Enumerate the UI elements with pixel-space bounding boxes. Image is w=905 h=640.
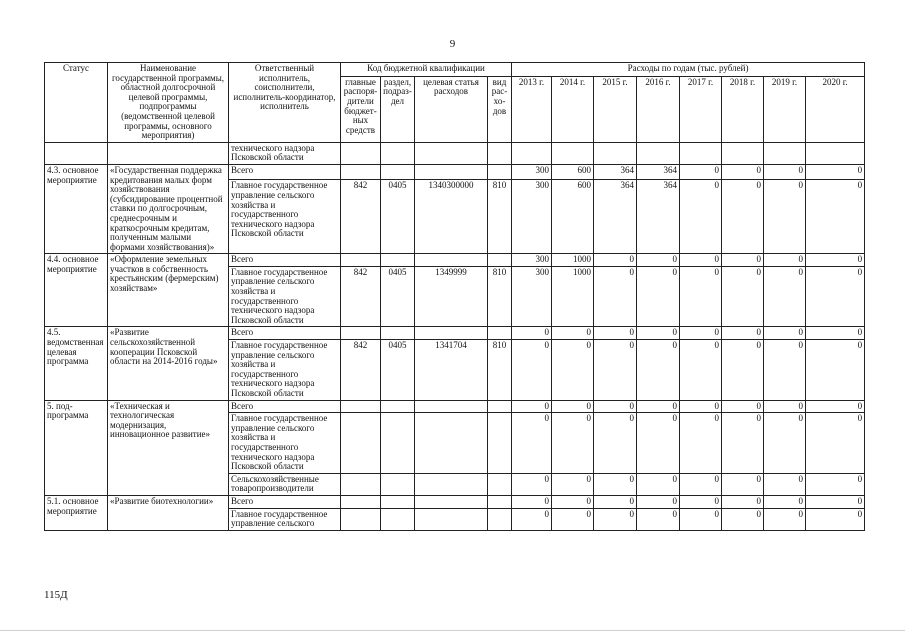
- header-expenses: Расходы по годам (тыс. рублей): [512, 63, 865, 77]
- grbs-cell: 842: [341, 266, 381, 327]
- value-cell: 0: [637, 254, 680, 267]
- program-name-cell: «Развитие сельскохозяйственной кооперации Псковской области на 2014-2016 годы»: [108, 327, 229, 400]
- value-cell: 0: [764, 254, 806, 267]
- value-cell: 0: [764, 164, 806, 179]
- header-name: Наименование государственной программы, областной долгосрочной целевой программы, подпрограммы (ведомственной целевой программы, основного мероприятия): [108, 63, 229, 143]
- value-cell: 0: [722, 327, 764, 340]
- vid-cell: [488, 473, 512, 495]
- empty-code-cell: [415, 254, 488, 267]
- executor-cell: Главное государственное управление сельского хозяйства и государственного технического надзора Псковской области: [229, 340, 341, 401]
- vid-cell: 810: [488, 180, 512, 254]
- value-cell: 0: [722, 180, 764, 254]
- total-label-cell: Всего: [229, 254, 341, 267]
- grbs-cell: 842: [341, 340, 381, 401]
- value-cell: 0: [512, 508, 552, 530]
- empty-code-cell: [415, 327, 488, 340]
- target-cell: [415, 473, 488, 495]
- value-cell: 600: [552, 180, 594, 254]
- value-cell: 0: [594, 400, 637, 413]
- value-cell: 0: [680, 340, 722, 401]
- executor-cell: Главное государственное управление сельского: [229, 508, 341, 530]
- value-cell: 0: [806, 180, 865, 254]
- header-year: 2020 г.: [806, 76, 865, 142]
- value-cell: 0: [512, 327, 552, 340]
- value-cell: 0: [552, 340, 594, 401]
- header-status: Статус: [45, 63, 108, 143]
- header-budget-code: Код бюджетной квалификации: [341, 63, 512, 77]
- value-cell: 0: [680, 495, 722, 508]
- value-cell: 0: [722, 266, 764, 327]
- total-label-cell: Всего: [229, 164, 341, 179]
- value-cell: 0: [512, 495, 552, 508]
- empty-code-cell: [488, 327, 512, 340]
- razdel-cell: [381, 413, 415, 474]
- value-cell: 0: [806, 266, 865, 327]
- value-cell: 0: [764, 400, 806, 413]
- value-cell: 0: [806, 340, 865, 401]
- value-cell: 0: [637, 495, 680, 508]
- value-cell: 0: [512, 340, 552, 401]
- value-cell: 600: [552, 164, 594, 179]
- razdel-cell: [381, 508, 415, 530]
- status-cell: 5.1. основное мероприятие: [45, 495, 108, 530]
- value-cell: 0: [764, 327, 806, 340]
- value-cell: 0: [594, 340, 637, 401]
- value-cell: 0: [806, 473, 865, 495]
- razdel-cell: 0405: [381, 266, 415, 327]
- value-cell: 0: [806, 400, 865, 413]
- value-cell: 0: [594, 266, 637, 327]
- scan-edge-line: [0, 630, 905, 631]
- value-cell: 0: [552, 495, 594, 508]
- value-cell: 364: [637, 164, 680, 179]
- target-cell: 1341704: [415, 340, 488, 401]
- grbs-cell: [341, 473, 381, 495]
- value-cell: 0: [722, 164, 764, 179]
- status-cell: 4.4. основное мероприятие: [45, 254, 108, 327]
- value-cell: 0: [637, 340, 680, 401]
- total-label-cell: Всего: [229, 400, 341, 413]
- group-total-row: [45, 495, 865, 508]
- value-cell: 0: [512, 473, 552, 495]
- empty-code-cell: [341, 254, 381, 267]
- value-cell: 0: [764, 413, 806, 474]
- value-cell: 0: [594, 254, 637, 267]
- value-cell: 0: [764, 473, 806, 495]
- executor-cell: Главное государственное управление сельского хозяйства и государственного технического надзора Псковской области: [229, 266, 341, 327]
- empty-code-cell: [341, 164, 381, 179]
- value-cell: 0: [764, 340, 806, 401]
- target-cell: 1340300000: [415, 180, 488, 254]
- empty-code-cell: [341, 327, 381, 340]
- value-cell: 0: [637, 413, 680, 474]
- status-cell: 4.3. основное мероприятие: [45, 164, 108, 253]
- executor-cell: Главное государственное управление сельского хозяйства и государственного технического надзора Псковской области: [229, 180, 341, 254]
- vid-cell: [488, 508, 512, 530]
- value-cell: 0: [764, 508, 806, 530]
- target-cell: [415, 508, 488, 530]
- value-cell: 300: [512, 180, 552, 254]
- program-name-cell: «Развитие биотехнологии»: [108, 495, 229, 530]
- value-cell: 0: [637, 400, 680, 413]
- total-label-cell: Всего: [229, 327, 341, 340]
- value-cell: 0: [722, 495, 764, 508]
- value-cell: 0: [512, 400, 552, 413]
- value-cell: 0: [722, 508, 764, 530]
- header-vid: вид рас-хо-дов: [488, 76, 512, 142]
- value-cell: 0: [594, 327, 637, 340]
- group-total-row: [45, 400, 865, 413]
- value-cell: 0: [722, 340, 764, 401]
- group-total-row: [45, 327, 865, 340]
- value-cell: 0: [806, 508, 865, 530]
- value-cell: 0: [637, 327, 680, 340]
- value-cell: 300: [512, 266, 552, 327]
- header-target: целевая статья расходов: [415, 76, 488, 142]
- value-cell: 0: [722, 413, 764, 474]
- value-cell: 0: [806, 254, 865, 267]
- value-cell: 0: [680, 164, 722, 179]
- value-cell: 364: [594, 180, 637, 254]
- empty-code-cell: [415, 400, 488, 413]
- value-cell: 0: [552, 327, 594, 340]
- empty-code-cell: [488, 164, 512, 179]
- value-cell: 0: [764, 180, 806, 254]
- value-cell: 0: [552, 400, 594, 413]
- grbs-cell: [341, 508, 381, 530]
- header-year: 2015 г.: [594, 76, 637, 142]
- value-cell: 0: [722, 254, 764, 267]
- status-cell: 5. под-программа: [45, 400, 108, 495]
- empty-code-cell: [381, 327, 415, 340]
- value-cell: 300: [512, 164, 552, 179]
- empty-code-cell: [341, 495, 381, 508]
- value-cell: 0: [680, 254, 722, 267]
- footer-code: 115Д: [44, 589, 68, 601]
- value-cell: 0: [806, 164, 865, 179]
- program-name-cell: «Государственная поддержка кредитования малых форм хозяйствования (субсидирование процентной ставки по долгосрочным, среднесрочным и краткосрочным кредитам, полученным малыми формами хозяйствования)»: [108, 164, 229, 253]
- razdel-cell: 0405: [381, 340, 415, 401]
- value-cell: 364: [637, 180, 680, 254]
- program-name-cell: «Техническая и технологическая модернизация, инновационное развитие»: [108, 400, 229, 495]
- empty-code-cell: [415, 164, 488, 179]
- value-cell: 0: [594, 495, 637, 508]
- header-year: 2013 г.: [512, 76, 552, 142]
- value-cell: 0: [680, 413, 722, 474]
- header-year: 2017 г.: [680, 76, 722, 142]
- empty-code-cell: [488, 254, 512, 267]
- value-cell: 0: [680, 266, 722, 327]
- header-grbs: главные распоря-дители бюджет-ных средств: [341, 76, 381, 142]
- value-cell: 1000: [552, 254, 594, 267]
- group-total-row: [45, 164, 865, 179]
- program-name-cell: «Оформление земельных участков в собственность крестьянским (фермерским) хозяйствам»: [108, 254, 229, 327]
- value-cell: 0: [680, 180, 722, 254]
- page-number: 9: [449, 38, 456, 50]
- value-cell: 0: [552, 508, 594, 530]
- value-cell: 0: [552, 413, 594, 474]
- value-cell: 0: [764, 495, 806, 508]
- value-cell: 0: [764, 266, 806, 327]
- empty-code-cell: [341, 400, 381, 413]
- carry-over-row: [45, 142, 865, 164]
- value-cell: 0: [594, 473, 637, 495]
- empty-code-cell: [415, 495, 488, 508]
- value-cell: 0: [722, 400, 764, 413]
- vid-cell: [488, 413, 512, 474]
- header-year: 2014 г.: [552, 76, 594, 142]
- value-cell: 0: [512, 413, 552, 474]
- status-cell: 4.5. ведомственная целевая программа: [45, 327, 108, 400]
- value-cell: 0: [594, 413, 637, 474]
- value-cell: 0: [806, 327, 865, 340]
- value-cell: 300: [512, 254, 552, 267]
- value-cell: 0: [637, 266, 680, 327]
- target-cell: 1349999: [415, 266, 488, 327]
- value-cell: 0: [680, 508, 722, 530]
- header-year: 2019 г.: [764, 76, 806, 142]
- header-year: 2018 г.: [722, 76, 764, 142]
- executor-cell: Сельскохозяйственные товаропроизводители: [229, 473, 341, 495]
- empty-code-cell: [488, 495, 512, 508]
- grbs-cell: 842: [341, 180, 381, 254]
- value-cell: 0: [680, 327, 722, 340]
- header-executor: Ответственный исполнитель, соисполнители, исполнитель-координатор, исполнитель: [229, 63, 341, 143]
- razdel-cell: [381, 473, 415, 495]
- value-cell: 0: [552, 473, 594, 495]
- razdel-cell: 0405: [381, 180, 415, 254]
- value-cell: 0: [637, 508, 680, 530]
- group-total-row: [45, 254, 865, 267]
- value-cell: 364: [594, 164, 637, 179]
- header-razdel: раздел, подраз-дел: [381, 76, 415, 142]
- expenses-table: [44, 62, 865, 531]
- value-cell: 0: [806, 413, 865, 474]
- empty-code-cell: [381, 495, 415, 508]
- value-cell: 0: [722, 473, 764, 495]
- value-cell: 0: [680, 473, 722, 495]
- grbs-cell: [341, 413, 381, 474]
- empty-code-cell: [488, 400, 512, 413]
- vid-cell: 810: [488, 340, 512, 401]
- value-cell: 0: [594, 508, 637, 530]
- value-cell: 0: [680, 400, 722, 413]
- empty-code-cell: [381, 400, 415, 413]
- value-cell: 0: [637, 473, 680, 495]
- total-label-cell: Всего: [229, 495, 341, 508]
- vid-cell: 810: [488, 266, 512, 327]
- carry-over-text: технического надзора Псковской области: [229, 142, 341, 164]
- empty-code-cell: [381, 164, 415, 179]
- value-cell: 0: [806, 495, 865, 508]
- executor-cell: Главное государственное управление сельского хозяйства и государственного технического надзора Псковской области: [229, 413, 341, 474]
- header-year: 2016 г.: [637, 76, 680, 142]
- target-cell: [415, 413, 488, 474]
- empty-code-cell: [381, 254, 415, 267]
- value-cell: 1000: [552, 266, 594, 327]
